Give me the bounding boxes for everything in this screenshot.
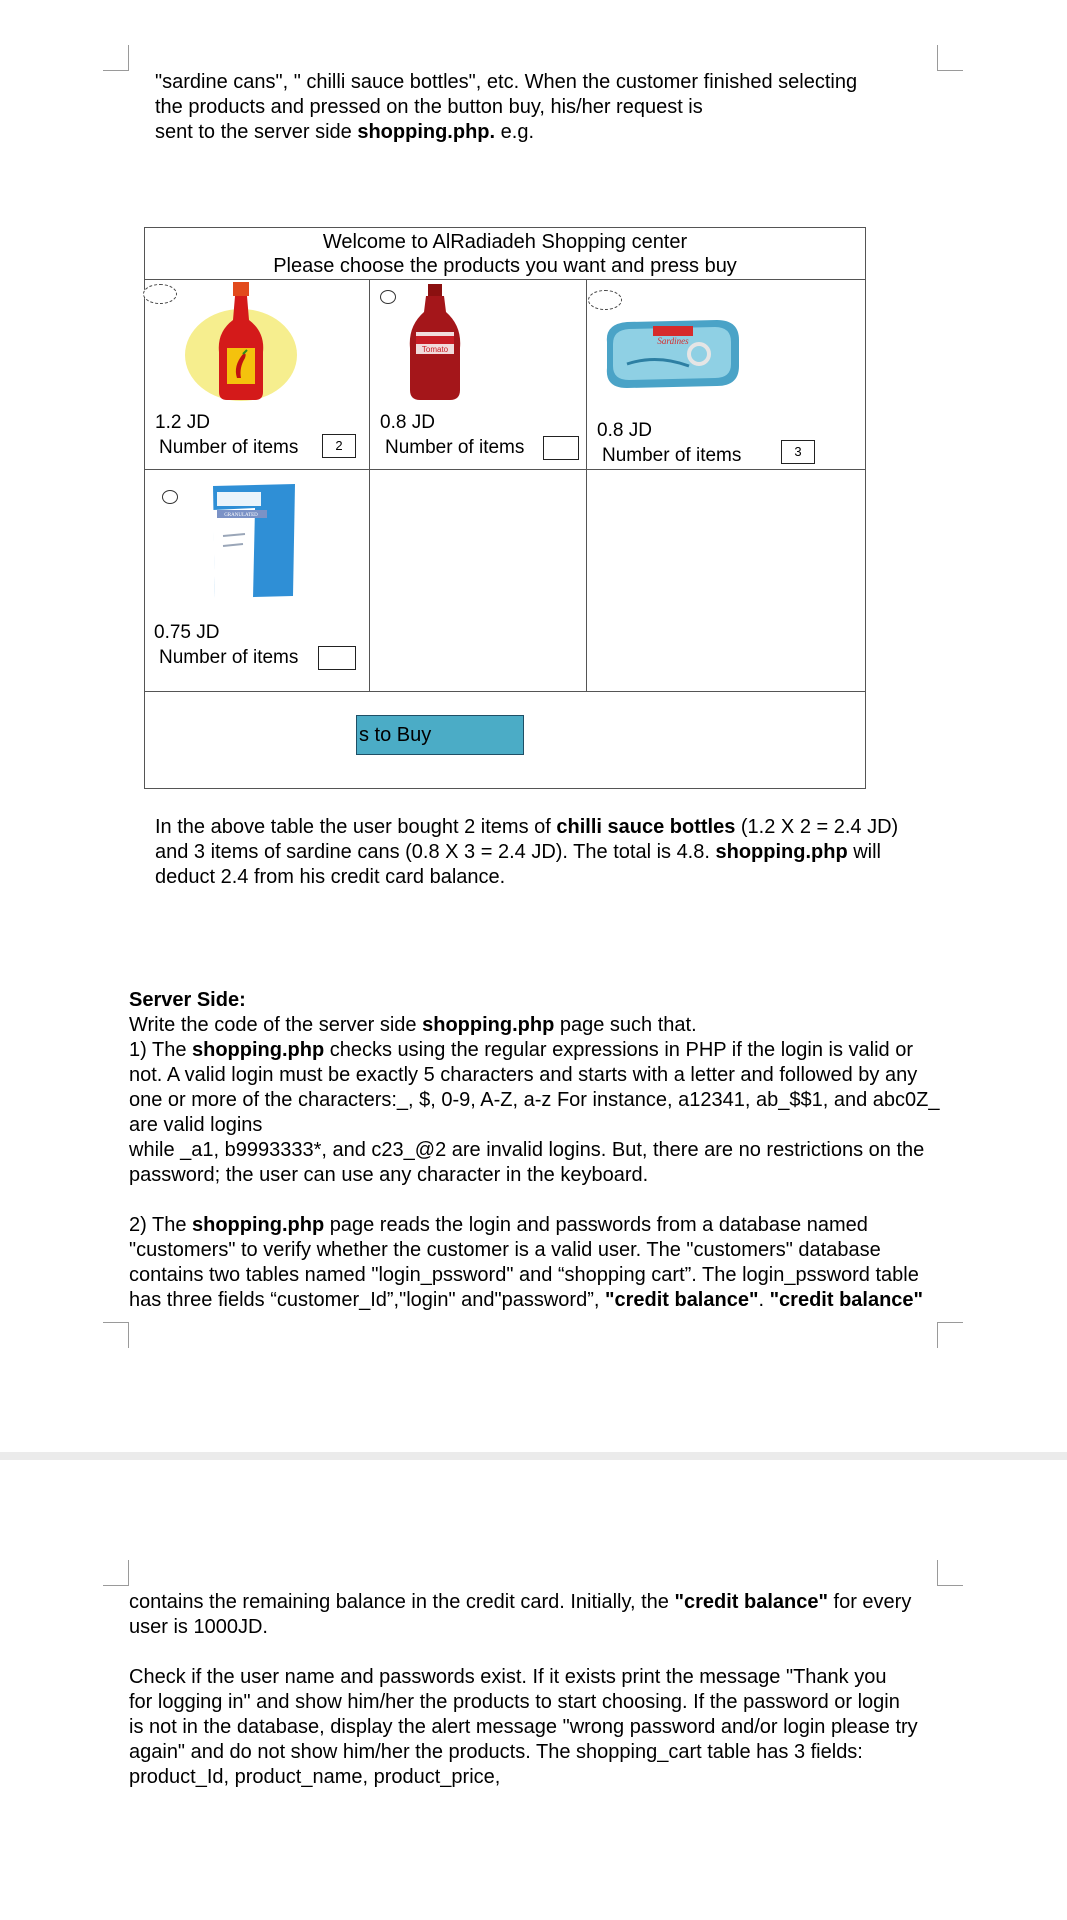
- example-paragraph: [155, 815, 898, 890]
- server-line: password; the user can use any character in the keyboard.: [129, 1164, 649, 1186]
- shopping-form-table: [144, 227, 866, 789]
- product-radio[interactable]: [380, 290, 396, 304]
- quantity-input[interactable]: 2: [322, 434, 356, 458]
- product-cell-chilli-sauce: [145, 280, 370, 470]
- quantity-input[interactable]: [543, 436, 579, 460]
- chilli-sauce-bottle-icon: [183, 280, 301, 410]
- body-line: Check if the user name and passwords exist. If it exists print the message "Thank you: [129, 1666, 887, 1688]
- body-line: for logging in" and show him/her the products to start choosing. If the password or login: [129, 1691, 900, 1713]
- product-radio[interactable]: [162, 490, 178, 504]
- server-line: while _a1, b9993333*, and c23_@2 are invalid logins. But, there are no restrictions on the: [129, 1139, 925, 1161]
- quantity-label: Number of items: [385, 437, 525, 458]
- example-line: deduct 2.4 from his credit card balance.: [155, 866, 506, 888]
- crop-mark-top-right: [937, 45, 963, 71]
- server-line: 1) The shopping.php checks using the regular expressions in PHP if the login is valid or: [129, 1039, 914, 1061]
- intro-paragraph: [155, 70, 857, 145]
- ketchup-bottle-icon: [400, 282, 470, 412]
- server-line: are valid logins: [129, 1114, 263, 1136]
- intro-line: the products and pressed on the button buy, his/her request is: [155, 96, 703, 118]
- quantity-label: Number of items: [602, 445, 742, 466]
- sardine-label: Sardines: [657, 336, 689, 346]
- intro-line: sent to the server side shopping.php. e.g.: [155, 121, 534, 143]
- blank-line: [129, 1640, 918, 1665]
- crop-mark-bottom-right: [937, 1322, 963, 1348]
- server-line: Write the code of the server side shopping.php page such that.: [129, 1014, 697, 1036]
- body-line: product_Id, product_name, product_price,: [129, 1766, 501, 1788]
- crop-mark-top-left: [103, 45, 129, 71]
- product-price: 1.2 JD: [155, 412, 210, 433]
- section-heading: Server Side:: [129, 989, 246, 1011]
- product-price: 0.75 JD: [154, 622, 220, 643]
- sugar-bag-icon: [209, 480, 299, 604]
- buy-button[interactable]: s to Buy: [356, 715, 524, 755]
- crop-mark-top-left: [103, 1560, 129, 1586]
- sugar-label: GRANULATED: [224, 513, 258, 518]
- quantity-label: Number of items: [159, 437, 299, 458]
- page-separator: [0, 1452, 1067, 1460]
- empty-cell: [370, 470, 587, 692]
- body-line: contains the remaining balance in the credit card. Initially, the "credit balance" for every: [129, 1591, 912, 1613]
- product-radio[interactable]: [143, 284, 177, 304]
- buy-row: [145, 692, 865, 788]
- credit-balance-paragraph: [129, 1590, 918, 1790]
- empty-cell: [587, 470, 866, 692]
- product-price: 0.8 JD: [597, 420, 652, 441]
- form-title: Welcome to AlRadiadeh Shopping center: [322, 231, 688, 253]
- server-line: 2) The shopping.php page reads the login and passwords from a database named: [129, 1214, 868, 1236]
- form-header: [145, 228, 865, 280]
- intro-line: "sardine cans", " chilli sauce bottles", etc. When the customer finished selecting: [155, 71, 858, 93]
- server-line: not. A valid login must be exactly 5 characters and starts with a letter and followed by any: [129, 1064, 918, 1086]
- body-line: user is 1000JD.: [129, 1616, 268, 1638]
- quantity-label: Number of items: [159, 647, 299, 668]
- product-price: 0.8 JD: [380, 412, 435, 433]
- server-line: "customers" to verify whether the customer is a valid user. The "customers" database: [129, 1239, 881, 1261]
- example-line: In the above table the user bought 2 items of chilli sauce bottles (1.2 X 2 = 2.4 JD): [155, 816, 899, 838]
- server-line: has three fields “customer_Id”,"login" and"password”, "credit balance". "credit balance": [129, 1289, 924, 1311]
- server-side-section: [129, 988, 939, 1313]
- form-subtitle: Please choose the products you want and press buy: [273, 255, 737, 277]
- crop-mark-bottom-left: [103, 1322, 129, 1348]
- sardine-can-icon: [597, 314, 747, 394]
- product-cell-sugar: [145, 470, 370, 692]
- product-cell-sardines: [587, 280, 866, 470]
- quantity-input[interactable]: 3: [781, 440, 815, 464]
- server-line: one or more of the characters:_, $, 0-9, A-Z, a-z For instance, a12341, ab_$$1, and abc0Z_: [129, 1089, 940, 1111]
- ketchup-label: Tomato: [421, 345, 449, 354]
- body-line: is not in the database, display the alert message "wrong password and/or login please try: [129, 1716, 918, 1738]
- server-line: contains two tables named "login_pssword" and “shopping cart”. The login_pssword table: [129, 1264, 919, 1286]
- example-line: and 3 items of sardine cans (0.8 X 3 = 2.4 JD). The total is 4.8. shopping.php will: [155, 841, 882, 863]
- quantity-input[interactable]: [318, 646, 356, 670]
- product-radio[interactable]: [588, 290, 622, 310]
- body-line: again" and do not show him/her the products. The shopping_cart table has 3 fields:: [129, 1741, 863, 1763]
- crop-mark-top-right: [937, 1560, 963, 1586]
- document-page-2: [0, 1460, 1067, 1920]
- product-cell-ketchup: [370, 280, 587, 470]
- blank-line: [129, 1188, 939, 1213]
